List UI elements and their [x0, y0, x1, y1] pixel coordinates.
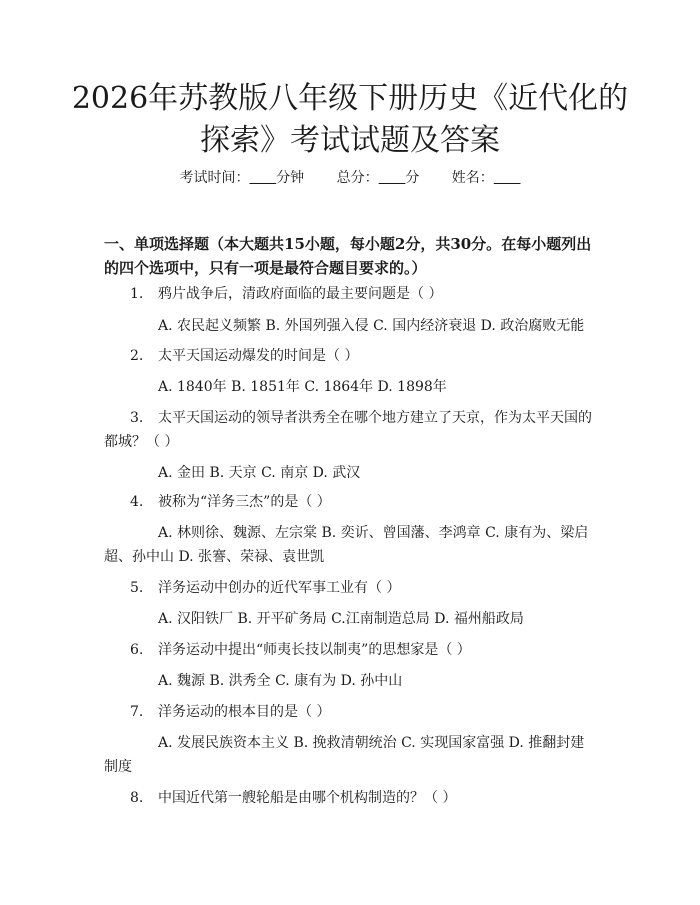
question-number: 4. — [130, 494, 144, 510]
exam-time-unit: 分钟 — [276, 170, 305, 186]
question-4-options: A. 林则徐、魏源、左宗棠 B. 奕䜣、曾国藩、李鸿章 C. 康有为、梁启超、孙中山 D. 张謇、荣禄、袁世凯 — [104, 525, 589, 565]
question-text: 被称为“洋务三杰”的是（ ） — [158, 494, 331, 510]
question-number: 7. — [130, 704, 144, 720]
exam-score — [337, 168, 420, 188]
question-text: 中国近代第一艘轮船是由哪个机构制造的？（ ） — [158, 790, 457, 806]
question-5-options: A. 汉阳铁厂 B. 开平矿务局 C.江南制造总局 D. 福州船政局 — [158, 611, 524, 627]
exam-score-blank[interactable] — [379, 168, 406, 188]
question-text: 洋务运动中提出“师夷长技以制夷”的思想家是（ ） — [158, 642, 471, 658]
question-3 — [104, 406, 598, 454]
question-text: 洋务运动的根本目的是（ ） — [158, 704, 331, 720]
exam-score-label: 总分： — [336, 170, 379, 186]
exam-name-blank[interactable] — [494, 168, 521, 188]
question-number: 5. — [130, 580, 144, 596]
question-7-options: A. 发展民族资本主义 B. 挽救清朝统治 C. 实现国家富强 D. 推翻封建制度 — [104, 735, 585, 775]
document-title: 2026年苏教版八年级下册历史《近代化的探索》考试试题及答案 — [71, 81, 629, 158]
question-text: 鸦片战争后，清政府面临的最主要问题是（ ） — [158, 286, 443, 302]
exam-time-blank[interactable] — [249, 168, 276, 188]
exam-score-unit: 分 — [405, 170, 420, 186]
question-5 — [104, 576, 598, 600]
question-4 — [104, 490, 598, 514]
question-text: 洋务运动中创办的近代军事工业有（ ） — [158, 580, 401, 596]
question-number: 2. — [130, 348, 144, 364]
question-number: 1. — [130, 286, 144, 302]
question-number: 6. — [130, 642, 144, 658]
question-8 — [104, 786, 598, 810]
exam-time-label: 考试时间： — [179, 170, 250, 186]
question-6 — [104, 638, 598, 662]
question-number: 3. — [130, 410, 144, 426]
question-2-options: A. 1840年 B. 1851年 C. 1864年 D. 1898年 — [158, 379, 447, 395]
exam-meta — [0, 168, 700, 188]
question-3-options: A. 金田 B. 天京 C. 南京 D. 武汉 — [158, 465, 361, 481]
exam-name — [452, 168, 521, 188]
question-text: 太平天国运动爆发的时间是（ ） — [158, 348, 359, 364]
exam-time — [179, 168, 304, 188]
question-7 — [104, 700, 598, 724]
question-1-options: A. 农民起义频繁 B. 外国列强入侵 C. 国内经济衰退 D. 政治腐败无能 — [158, 318, 585, 334]
question-6-options: A. 魏源 B. 洪秀全 C. 康有为 D. 孙中山 — [158, 673, 403, 689]
question-text: 太平天国运动的领导者洪秀全在哪个地方建立了天京，作为太平天国的都城？（ ） — [104, 410, 592, 450]
exam-name-label: 姓名： — [451, 170, 494, 186]
section-title: 一、单项选择题（本大题共15小题，每小题2分，共30分。在每小题列出的四个选项中，只有一项是最符合题目要求的。） — [104, 235, 592, 277]
question-2 — [104, 344, 598, 368]
question-number: 8. — [130, 790, 144, 806]
question-1 — [104, 282, 598, 306]
